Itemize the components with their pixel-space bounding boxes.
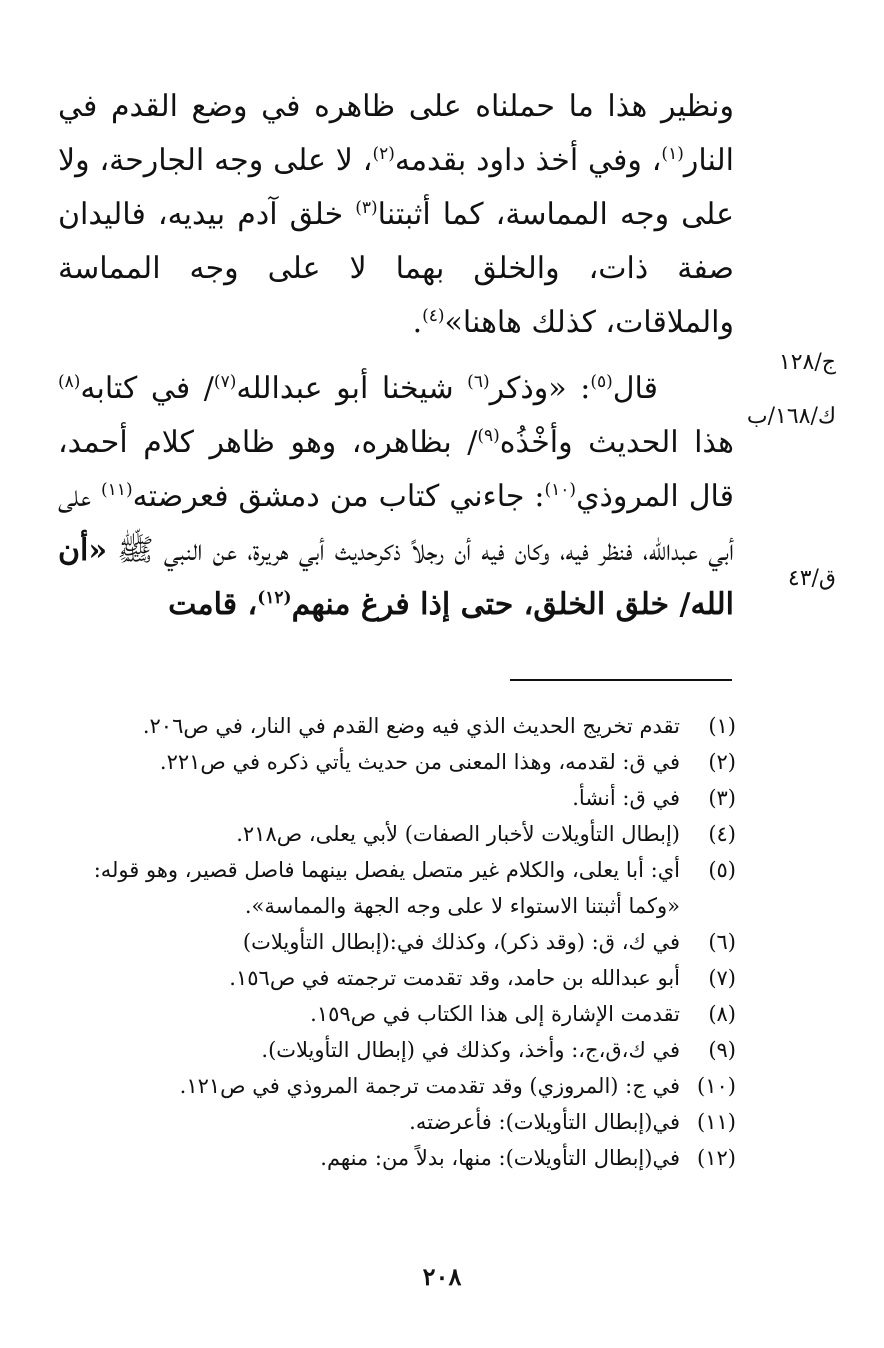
footnote-8 [36,996,736,1032]
footnote-number: (١٠) [697,1074,736,1098]
footnote-ref-9[interactable]: (٩) [477,426,500,446]
footnote-text: في ق: أنشأ. [572,786,680,810]
footnote-text: (إبطال التأويلات لأخبار الصفات) لأبي يعلى، ص٢١٨. [236,822,680,846]
footnote-number: (٢) [708,750,736,774]
footnote-5 [36,852,736,924]
margin-note-manuscript-jim: ج/١٢٨ [778,350,836,375]
footnote-text: في ج: (المروزي) وقد تقدمت ترجمة المروذي في ص١٢١. [179,1074,680,1098]
footnote-12 [36,1140,736,1176]
footnote-number: (١) [708,714,736,738]
footnote-2 [36,744,736,780]
footnote-number: (١١) [697,1110,736,1134]
footnote-ref-11[interactable]: (١١) [101,480,133,500]
footnote-number: (١٢) [697,1146,736,1170]
footnote-text-block [36,852,680,924]
footnote-text: في ك،ق،ج،: وأخذ، وكذلك في (إبطال التأويلات). [261,1038,680,1062]
main-text [58,80,734,632]
footnote-number: (٥) [708,858,736,882]
footnote-number: (٣) [708,786,736,810]
footnote-text: أي: أبا يعلى، والكلام غير متصل يفصل بينهما فاصل قصير، وهو قوله: [93,858,680,882]
page-number: ٢٠٨ [422,1262,462,1291]
hadith-quote: «أن الله/ خلق الخلق، حتى إذا فرغ منهم [58,533,734,622]
footnote-4 [36,816,736,852]
text-segment: : «وذكر [489,371,591,406]
footnote-10 [36,1068,736,1104]
footnote-ref-8[interactable]: (٨) [58,372,81,392]
paragraph-1 [58,80,734,350]
text-segment: ونظير هذا ما حملناه على ظاهره في وضع القدم في النار [58,89,734,178]
footnote-7 [36,960,736,996]
footnote-separator [510,679,732,681]
footnote-6 [36,924,736,960]
text-segment: هذا الحديث وأخْذُه [499,425,734,460]
footnote-ref-4[interactable]: (٤) [422,306,445,326]
footnote-1 [36,708,736,744]
text-segment: . [412,305,423,340]
footnote-9 [36,1032,736,1068]
footnote-number: (٨) [708,1002,736,1026]
hadith-quote-end: ، قامت [168,587,258,622]
footnote-text: تقدم تخريج الحديث الذي فيه وضع القدم في النار، في ص٢٠٦. [142,714,680,738]
text-segment: خلق آدم بيديه، فاليدان صفة ذات، والخلق بهما لا على وجه المماسة والملاقات، كذلك هاهنا» [58,197,734,340]
margin-note-manuscript-qaf: ق/٤٣ [787,566,836,591]
margin-note-manuscript-kaf: ك/١٦٨/ب [746,404,836,429]
footnote-ref-12[interactable]: (١٢) [257,588,292,608]
footnote-text: تقدمت الإشارة إلى هذا الكتاب في ص١٥٩. [310,1002,680,1026]
paragraph-2 [58,362,734,632]
text-segment: على أبي عبدالله، فنظر فيه، وكان فيه أن رجلاً ذكرحديث أبي هريرة، عن النبي ﷺ [58,479,734,568]
text-segment: ، لا على وجه الجارحة، ولا على وجه المماسة، كما أثبتنا [58,143,734,232]
text-segment: : جاءني كتاب من دمشق فعرضته [132,479,545,514]
footnote-text: في ق: لقدمه، وهذا المعنى من حديث يأتي ذكره في ص٢٢١. [159,750,680,774]
footnote-number: (٧) [708,966,736,990]
footnote-ref-5[interactable]: (٥) [590,372,613,392]
footnote-text: في(إبطال التأويلات): منها، بدلاً من: منهم. [320,1146,680,1170]
footnote-ref-7[interactable]: (٧) [213,372,237,392]
footnote-number: (٦) [708,930,736,954]
text-segment: / في كتابه [80,371,214,406]
footnote-ref-1[interactable]: (١) [661,144,684,164]
footnote-number: (٩) [708,1038,736,1062]
footnote-text: في(إبطال التأويلات): فأعرضته. [409,1110,680,1134]
footnote-text: في ك، ق: (وقد ذكر)، وكذلك في:(إبطال التأويلات) [242,930,680,954]
footnote-ref-2[interactable]: (٢) [372,144,395,164]
footnote-number: (٤) [708,822,736,846]
footnotes [36,708,736,1176]
text-segment: ، وفي أخذ داود بقدمه [394,143,662,178]
footnote-11 [36,1104,736,1140]
footnote-ref-10[interactable]: (١٠) [544,480,577,500]
footnote-3 [36,780,736,816]
footnote-text: أبو عبدالله بن حامد، وقد تقدمت ترجمته في ص١٥٦. [229,966,680,990]
text-segment: قال [612,371,659,406]
text-segment: / بظاهره، وهو ظاهر كلام أحمد، قال المروذي [58,425,735,514]
text-segment: شيخنا أبو عبدالله [236,371,468,406]
footnote-ref-3[interactable]: (٣) [355,198,378,218]
footnote-text-continuation: «وكما أثبتنا الاستواء لا على وجه الجهة والمماسة». [244,894,680,918]
footnote-ref-6[interactable]: (٦) [467,372,490,392]
